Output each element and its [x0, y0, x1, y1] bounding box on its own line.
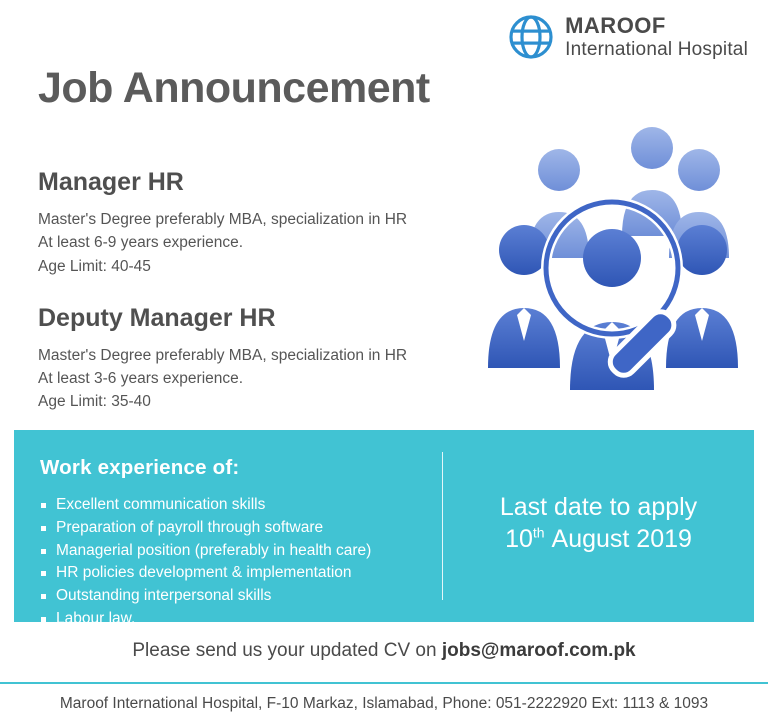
list-item: Excellent communication skills [40, 494, 442, 517]
list-item: Managerial position (preferably in health care) [40, 540, 442, 563]
deadline-suffix: th [532, 524, 545, 541]
position-detail: Master's Degree preferably MBA, specialization in HR [38, 211, 408, 228]
position-item [38, 168, 508, 278]
cv-instruction [0, 640, 768, 662]
position-detail: Age Limit: 40-45 [38, 257, 151, 275]
list-item: Labour law. [40, 608, 442, 631]
footer-divider [0, 682, 768, 684]
position-detail: Age Limit: 35-40 [38, 393, 151, 411]
brand-logo [509, 14, 748, 60]
brand-name-line1: MAROOF [565, 13, 666, 38]
cv-email[interactable]: jobs@maroof.com.pk [441, 640, 636, 661]
footer-contact: Maroof International Hospital, F-10 Markaz, Islamabad, Phone: 051-2222920 Ext: 1113 & 1093 [59, 695, 709, 712]
experience-block [14, 430, 442, 627]
deadline-day: 10 [505, 525, 533, 553]
deadline-month-year: August 2019 [551, 525, 692, 553]
position-item [38, 304, 508, 414]
position-detail: Master's Degree preferably MBA, specialization in HR [38, 346, 408, 364]
position-detail: At least 3-6 years experience. [38, 370, 244, 387]
brand-name-line2: International Hospital [565, 38, 748, 60]
people-search-illustration [484, 118, 754, 408]
globe-icon [509, 15, 553, 59]
deadline-date [505, 523, 692, 556]
cv-text: Please send us your updated CV on [132, 640, 442, 661]
list-item: Preparation of payroll through software [40, 517, 442, 540]
experience-band [14, 430, 754, 627]
deadline-block [443, 430, 754, 622]
deadline-label: Last date to apply [499, 492, 698, 521]
position-title: Deputy Manager HR [38, 303, 276, 332]
position-detail: At least 6-9 years experience. [38, 234, 244, 252]
experience-heading: Work experience of: [40, 456, 240, 479]
list-item: Outstanding interpersonal skills [40, 585, 442, 608]
list-item: HR policies development & implementation [40, 562, 442, 585]
page-title: Job Announcement [38, 64, 430, 112]
experience-list [40, 494, 442, 631]
positions-list [38, 168, 508, 440]
position-title: Manager HR [38, 168, 184, 196]
